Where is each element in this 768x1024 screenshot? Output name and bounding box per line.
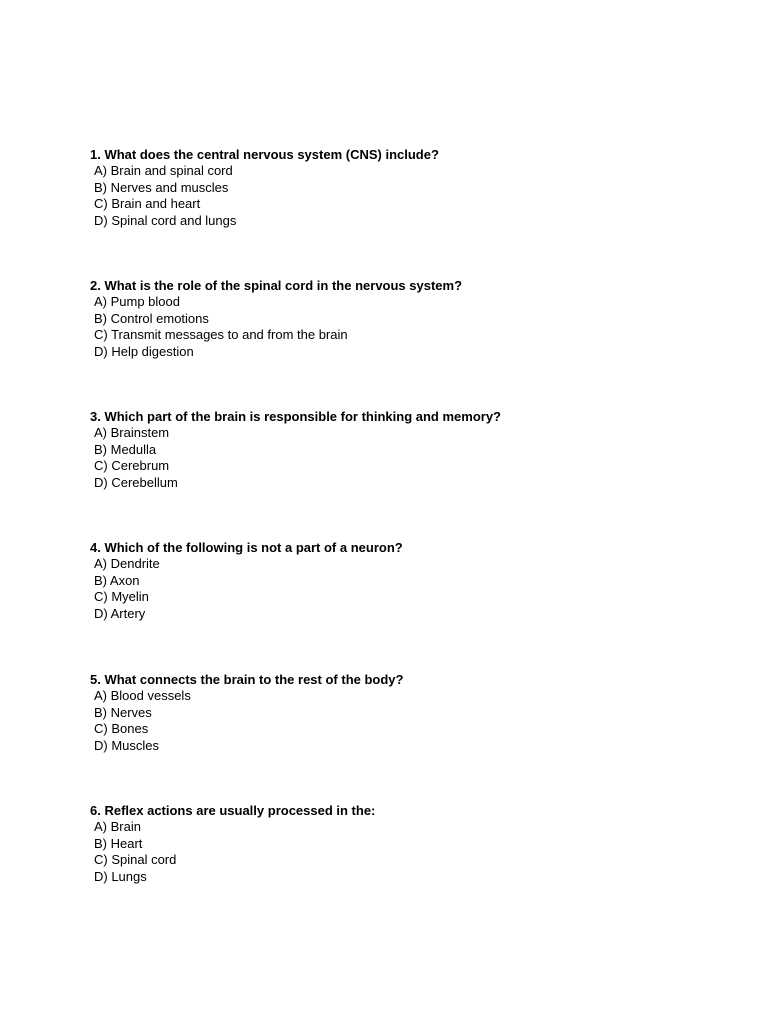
answer-options (90, 163, 730, 229)
question-text: 5. What connects the brain to the rest of the body? (90, 672, 404, 687)
option-a: A) Brain (94, 819, 141, 834)
question-text: 3. Which part of the brain is responsible for thinking and memory? (90, 409, 501, 424)
question-1 (90, 147, 730, 229)
option-c: C) Cerebrum (94, 458, 170, 473)
answer-options (90, 425, 730, 491)
option-c: C) Spinal cord (94, 852, 177, 867)
question-5 (90, 672, 730, 754)
option-b: B) Control emotions (94, 310, 209, 326)
answer-options (90, 556, 730, 622)
option-c: C) Bones (94, 721, 149, 736)
question-2 (90, 278, 730, 360)
question-6 (90, 803, 730, 885)
option-d: D) Muscles (94, 737, 160, 753)
option-d: D) Lungs (94, 868, 147, 884)
question-4 (90, 540, 730, 622)
option-b: B) Nerves (94, 704, 152, 720)
question-text: 4. Which of the following is not a part of a neuron? (90, 540, 403, 555)
option-c: C) Myelin (94, 589, 149, 604)
option-d: D) Help digestion (94, 343, 194, 359)
question-text: 1. What does the central nervous system (CNS) include? (90, 147, 439, 162)
answer-options (90, 819, 730, 885)
option-b: B) Nerves and muscles (94, 179, 229, 195)
option-a: A) Dendrite (94, 556, 160, 571)
option-d: D) Spinal cord and lungs (94, 212, 237, 228)
option-b: B) Medulla (94, 441, 157, 457)
option-a: A) Pump blood (94, 294, 180, 309)
option-c: C) Brain and heart (94, 196, 201, 211)
option-d: D) Artery (94, 605, 146, 621)
option-a: A) Brain and spinal cord (94, 163, 233, 178)
answer-options (90, 294, 730, 360)
option-a: A) Blood vessels (94, 688, 191, 703)
option-b: B) Heart (94, 835, 143, 851)
option-d: D) Cerebellum (94, 474, 178, 490)
option-a: A) Brainstem (94, 425, 170, 440)
option-b: B) Axon (94, 572, 140, 588)
question-text: 2. What is the role of the spinal cord in the nervous system? (90, 278, 463, 293)
question-text: 6. Reflex actions are usually processed in the: (90, 803, 376, 818)
question-3 (90, 409, 730, 491)
answer-options (90, 688, 730, 754)
option-c: C) Transmit messages to and from the brain (94, 327, 348, 342)
